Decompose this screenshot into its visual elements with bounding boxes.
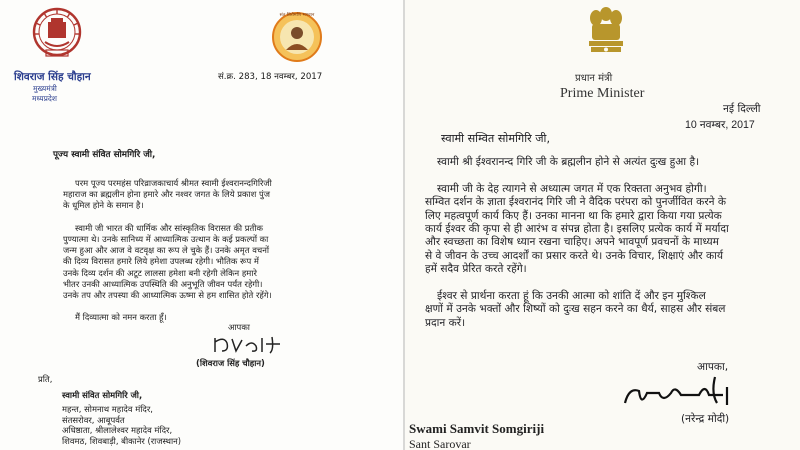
body-line: ईश्वर से प्रार्थना करता हूं कि उनकी आत्मा को शांति दें और इन मुश्किल [437,290,706,302]
body-line: उनके तप और तपस्या की आध्यात्मिक ऊष्मा से हम शासित होते रहेंगे। [63,290,272,300]
recipient-name: Swami Samvit Somgiriji [409,421,545,436]
ashoka-lion-capital-icon [585,4,627,62]
sender-name: शिवराज सिंह चौहान [14,71,91,83]
badge-text: संत शिरोमणि भगवान [279,13,315,18]
place: नई दिल्ली [723,103,761,115]
date: 10 नवम्बर, 2017 [685,119,755,131]
closing: आपका, [697,361,729,373]
body-line: जन्म हुआ और आज वे वटवृक्ष का रूप ले चुके हैं। उनके अमृत वचनों [63,245,270,256]
pm-letter [405,0,800,450]
body-line: महाराज का ब्रह्मलीन होना हमारे और नश्वर जगत के लिये प्रकाश पुंज [63,189,270,200]
to-label: प्रति, [38,374,53,384]
body-line: लिए महत्वपूर्ण कार्य किए हैं। उनका मानना था कि हमारे द्वारा किया गया प्रत्येक [425,209,722,222]
body-line: के धूमिल होने के समान है। [63,200,144,211]
body-line: परम पूज्य परमहंस परिव्राजकाचार्य श्रीमत स्वामी ईश्वरानन्दगिरिजी [75,178,272,188]
body-line: स्वामी जी भारत की धार्मिक और सांस्कृतिक विरासत की प्रतीक [75,222,263,233]
body-line: अधिष्ठाता, श्रीलालेश्वर महादेव मंदिर, [62,425,173,436]
signature-image [212,334,292,356]
body-line: संतसरोवर, आबूपर्वत [62,414,125,425]
recipient-name: स्वामी संवित सोमगिरि जी, [62,390,143,400]
recipient-place: Sant Sarovar [409,437,471,450]
body-line: महन्त, सोमनाथ महादेव मंदिर, [62,404,153,414]
closing: आपका [228,322,250,332]
title-english: Prime Minister [560,86,645,101]
salutation: पूज्य स्वामी संवित सोमगिरि जी, [53,150,156,160]
body-line: पुण्यात्मा थे। उनके सानिध्य में आध्यात्मिक उत्थान के कई प्रकल्पों का [63,234,269,244]
body-line: कार्य ईश्वर की कृपा से ही आरंभ व संपन्न होता है। इसलिए प्रत्येक कार्य में मर्यादा [425,223,729,235]
sender-state: मध्यप्रदेश [32,94,58,103]
reference-line: सं.क्र. 283, 18 नवम्बर, 2017 [218,72,323,82]
body-line: मैं दिव्यात्मा को नमन करता हूँ। [75,312,167,323]
body-line: सम्वित दर्शन के ज्ञाता ईश्वरानंद गिरि जी ने वैदिक परंपरा को पुनर्जीवित करने के [425,196,727,209]
sender-title: मुख्यमंत्री [33,84,57,93]
mp-emblem-icon [32,6,82,62]
body-line: शिवमठ, शिवबाड़ी, बीकानेर (राजस्थान) [62,435,182,446]
body-line: प्रदान करें। [425,316,466,329]
body-line: की दिव्य विरासत हमारे लिये हमेशा उपलब्ध रहेगी। भौतिक रूप में [63,256,259,267]
body-line: स्वामी जी के देह त्यागने से अध्यात्म जगत में एक रिक्तता अनुभव होगी। [437,182,707,195]
body-line: हमें सदैव प्रेरित करते रहेंगे। [425,263,527,276]
body-line: उनके दिव्य दर्शन की अटूट लालसा हमेशा बनी रहेगी लेकिन हमारे [63,267,257,278]
body-line: और स्वच्छता का विशेष ध्यान रखना चाहिए। अपने भावपूर्ण प्रवचनों के माध्यम [425,236,719,249]
body-line: स्वामी श्री ईश्वरानन्द गिरि जी के ब्रह्मलीन होने से अत्यंत दुःख हुआ है। [437,156,700,168]
saint-portrait-badge-icon [272,12,322,62]
body-line: क्षणों में उनके भक्तों और शिष्यों को दुःख सहन करने का धैर्य, साहस और संबल [425,303,726,316]
signature-image [619,373,739,413]
title-hindi: प्रधान मंत्री [575,73,613,84]
signature-name: (नरेन्द्र मोदी) [681,413,730,425]
body-line: से वे जीवन के उच्च आदर्शों का प्रसार करते थे। उनके विचार, शिक्षाएं और कार्य [425,249,724,262]
signature-name: (शिवराज सिंह चौहान) [196,358,265,368]
body-line: भीतर उनकी आध्यात्मिक उपस्थिति की अनुभूति जीवन पर्यंत रहेगी। [63,278,263,289]
salutation: स्वामी सम्वित सोमगिरि जी, [441,132,550,145]
